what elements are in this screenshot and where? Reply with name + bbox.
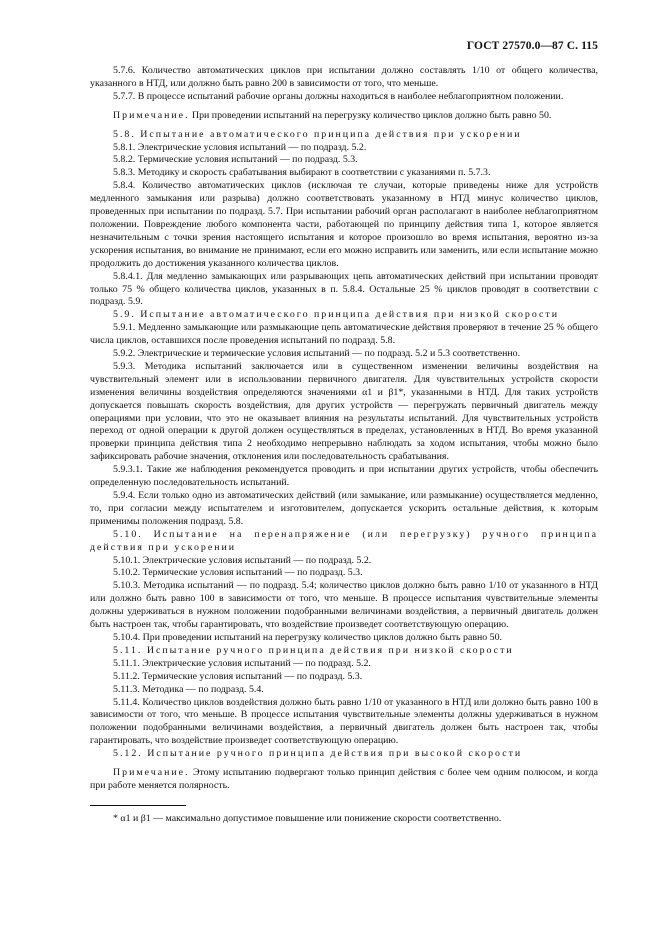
heading-5-11: 5.11. Испытание ручного принципа действия при низкой скорости	[113, 644, 514, 656]
para-5-8-2: 5.8.2. Термические условия испытаний — по подразд. 5.3.	[113, 154, 358, 166]
para-5-10-2: 5.10.2. Термические условия испытаний — по подразд. 5.3.	[113, 567, 363, 579]
note-label: Примечание.	[113, 109, 190, 121]
para-5-11-2: 5.11.2. Термические условия испытаний — по подразд. 5.3.	[113, 670, 363, 682]
heading-5-10: 5.10. Испытание на перенапряжение (или перегрузку) ручного принципа действия при ускорении	[90, 528, 598, 553]
note-overload	[90, 110, 598, 123]
para-5-8-1: 5.8.1. Электрические условия испытаний — по подразд. 5.2.	[113, 141, 367, 153]
heading-5-12: 5.12. Испытание ручного принципа действия при высокой скорости	[113, 748, 523, 760]
heading-5-8: 5.8. Испытание автоматического принципа действия при ускорении	[113, 128, 522, 140]
para-5-8-3: 5.8.3. Методику и скорость срабатывания выбирают в соответствии с указаниями п. 5.7.3.	[113, 167, 491, 179]
para-5-9-2: 5.9.2. Электрические и термические условия испытаний — по подразд. 5.2 и 5.3 соответственно.	[113, 348, 521, 360]
note-polarity	[90, 767, 598, 793]
para-5-7-7: 5.7.7. В процессе испытаний рабочие органы должны находиться в наиболее неблагоприятном положении.	[113, 90, 564, 102]
para-5-9-1: 5.9.1. Медленно замыкающие или размыкающие цепь автоматические действия проверяют в течение 25 % общего числа циклов, оставшихся после проведения испытаний по подразд. 5.8.	[90, 322, 598, 347]
para-5-10-1: 5.10.1. Электрические условия испытаний — по подразд. 5.2.	[113, 554, 372, 566]
para-5-11-4: 5.11.4. Количество циклов воздействия должно быть равно 1/10 от указанного в НТД или должно быть равно 100 в зависимости от того, что меньше. В процессе испытания чувствительные элементы должны удерживаться в нужном положении подобранными величинами воздействия, а первичный двигатель должен быть настроен так, чтобы гарантировать, что воздействие произведет соответствующую операцию.	[90, 696, 598, 747]
note-text: При проведении испытаний на перегрузку количество циклов должно быть равно 50.	[189, 109, 552, 121]
para-5-11-3: 5.11.3. Методика — по подразд. 5.4.	[113, 683, 264, 695]
footnote: * α1 и β1 — максимально допустимое повышение или понижение скорости соответственно.	[113, 812, 502, 824]
para-5-8-4: 5.8.4. Количество автоматических циклов (исключая те случаи, которые приведены ниже для устройств медленного замыкания или разрыва) должно соответствовать указанному в НТД минус количество циклов, проведенных при испытании по подразд. 5.7. При испытании рабочий орган располагают в наиболее неблагоприятном положении. Повреждение любого компонента части, работающей по принципу действия типа 1, которое является незначительным с точки зрения настоящего испытания и которое произошло во время испытания, вероятно из-за ускорения испытания, во внимание не принимают, если его можно исправить или заменить, или если испытание можно продолжить до достижения указанного количества циклов.	[90, 180, 598, 269]
para-5-9-3-1: 5.9.3.1. Такие же наблюдения рекомендуется проводить и при испытании других устройств, чтобы обеспечить определенную последовательность испытаний.	[90, 464, 598, 489]
para-5-7-6: 5.7.6. Количество автоматических циклов при испытании должно составлять 1/10 от общего количества, указанного в НТД, или должно быть равно 200 в зависимости от того, что меньше.	[90, 65, 598, 89]
footnote-divider	[90, 805, 186, 806]
para-5-9-4: 5.9.4. Если только одно из автоматических действий (или замыкание, или размыкание) осуществляется медленно, то, при согласии между испытателем и изготовителем, допускается ускорить остальные действия, к которым применимы положения подразд. 5.8.	[90, 490, 598, 527]
para-5-11-1: 5.11.1. Электрические условия испытаний — по подразд. 5.2.	[113, 657, 371, 669]
para-5-8-4-1: 5.8.4.1. Для медленно замыкающих или разрывающих цепь автоматических действий при испытании проводят только 75 % общего количества циклов, указанных в п. 5.8.4. Остальные 25 % циклов проводят в соответствии с подразд. 5.9.	[90, 270, 598, 308]
para-5-9-3: 5.9.3. Методика испытаний заключается или в существенном изменении величины воздействия на чувствительный элемент или в использовании первичного двигателя. Для чувствительных устройств скорости изменения величины воздействия определяются значениями α1 и β1*, указанными в НТД. Для таких устройств допускается повышать скорость воздействия, для других устройств — перегружать первичный двигатель между операциями при условии, что это не оказывает влияния на результаты испытаний. Для чувствительных устройств переход от одной операции к другой должен осуществляться в пределах, установленных в НТД. Во время указанной проверки принципа действия типа 2 необходимо непрерывно наблюдать за ходом испытания, чтобы можно было зафиксировать рабочие значения, отклонения или последовательность срабатывания.	[90, 360, 598, 463]
page-header: ГОСТ 27570.0—87 С. 115	[466, 40, 598, 52]
note-label: Примечание.	[113, 767, 190, 779]
para-5-10-4: 5.10.4. При проведении испытаний на перегрузку количество циклов должно быть равно 50.	[113, 631, 503, 643]
heading-5-9: 5.9. Испытание автоматического принципа действия при низкой скорости	[113, 309, 560, 321]
note-text: Этому испытанию подвергают только принцип действия с более чем одним полюсом, и когда при работе меняется полярность.	[90, 767, 598, 791]
para-5-10-3: 5.10.3. Методика испытаний — по подразд. 5.4; количество циклов должно быть равно 1/10 от указанного в НТД или должно быть равно 100 в зависимости от того, что меньше. В процессе испытания чувствительные элементы должны удерживаться в нужном положении подобранными величинами воздействия, а первичный двигатель должен быть настроен так, чтобы гарантировать, что воздействие произведет соответствующую операцию.	[90, 580, 598, 631]
document-page	[90, 40, 598, 826]
